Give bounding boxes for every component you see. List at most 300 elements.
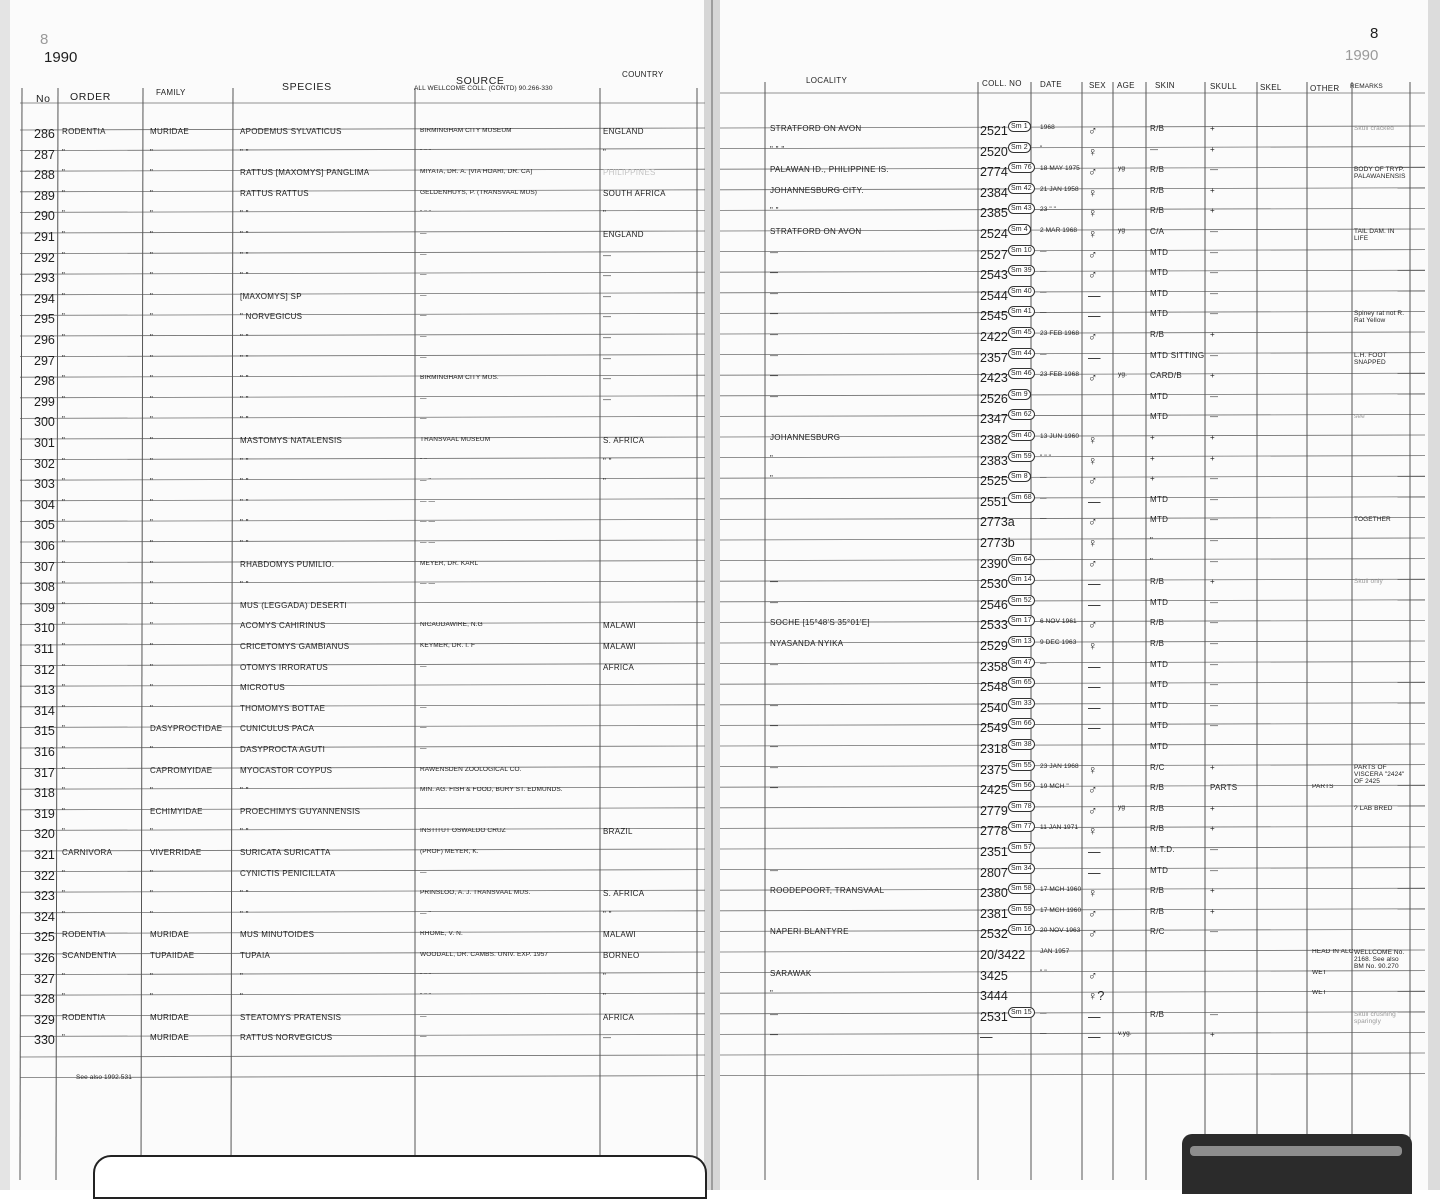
cell-locality: — bbox=[770, 288, 779, 298]
cell-sm-number: Sm 41 bbox=[1008, 306, 1035, 317]
cell-country: ENGLAND bbox=[603, 230, 644, 239]
cell-no: 303 bbox=[34, 477, 55, 492]
cell-country: S. AFRICA bbox=[603, 889, 645, 899]
cell-sm-number: Sm 68 bbox=[1008, 492, 1035, 503]
cell-family: " bbox=[150, 250, 154, 260]
cell-date: 23 " " bbox=[1040, 206, 1057, 214]
cell-sex: — bbox=[1088, 309, 1101, 324]
cell-species: MICROTUS bbox=[240, 684, 286, 693]
cell-sex: ♀ bbox=[1088, 144, 1098, 159]
cell-source: — bbox=[420, 1013, 427, 1020]
cell-order: " bbox=[62, 1033, 66, 1043]
cell-family: " bbox=[150, 209, 154, 219]
cell-date: " bbox=[1040, 144, 1043, 152]
cell-locality: NAPERI BLANTYRE bbox=[770, 927, 849, 937]
cell-no: 315 bbox=[34, 724, 55, 739]
cell-locality: — bbox=[770, 1009, 779, 1019]
cell-date: — bbox=[1040, 309, 1047, 317]
cell-coll: 2530 bbox=[980, 577, 1008, 592]
cell-source: — bbox=[420, 292, 427, 299]
cell-age: v.yg. bbox=[1118, 1030, 1132, 1038]
cell-source: NICAUDAWIRE, N.G bbox=[420, 622, 483, 629]
cell-skull: — bbox=[1210, 227, 1219, 236]
cell-locality: NYASANDA NYIKA bbox=[770, 639, 844, 648]
cell-skull: + bbox=[1210, 433, 1215, 442]
cell-species: " bbox=[240, 972, 244, 981]
cell-order: " bbox=[62, 168, 66, 178]
cell-source: — bbox=[420, 704, 427, 711]
cell-sex: ♂ bbox=[1088, 268, 1098, 283]
cell-species: THOMOMYS BOTTAE bbox=[240, 704, 326, 713]
cell-locality: — bbox=[770, 309, 779, 319]
header-order: ORDER bbox=[70, 91, 111, 103]
cell-country: MALAWI bbox=[603, 930, 637, 940]
cell-date: 11 JAN 1971 bbox=[1040, 824, 1079, 832]
cell-locality: — bbox=[770, 865, 779, 875]
header-source: SOURCE bbox=[456, 75, 505, 87]
cell-coll: 2544 bbox=[980, 288, 1008, 303]
cell-coll: — bbox=[980, 1030, 993, 1045]
cell-sex: — bbox=[1088, 597, 1101, 612]
cell-species: " " bbox=[240, 828, 249, 837]
cell-coll: 2533 bbox=[980, 618, 1008, 633]
cell-coll: 2380 bbox=[980, 886, 1008, 901]
cell-family: " bbox=[150, 703, 154, 713]
cell-family: " bbox=[150, 374, 154, 384]
cell-locality: — bbox=[770, 268, 779, 278]
cell-locality: — bbox=[770, 577, 779, 587]
cell-source: MIYATA, DR. A. [VIA HOARI, DR. CA] bbox=[420, 169, 533, 176]
cell-sex: ♀ bbox=[1088, 453, 1098, 468]
cell-locality: — bbox=[770, 783, 779, 793]
cell-locality: — bbox=[770, 391, 779, 401]
cell-country: SOUTH AFRICA bbox=[603, 188, 666, 198]
cell-locality: — bbox=[770, 350, 779, 360]
cell-locality: — bbox=[770, 700, 779, 710]
cell-locality: " bbox=[770, 989, 774, 999]
cell-order: " bbox=[62, 580, 66, 590]
cell-skin: R/B bbox=[1150, 578, 1165, 587]
cell-remarks: BODY OF TRYP. PALAWANENSIS bbox=[1354, 166, 1406, 181]
cell-order: " bbox=[62, 497, 66, 507]
cell-sex: ♀? bbox=[1088, 989, 1105, 1004]
cell-skull: — bbox=[1210, 412, 1219, 422]
cell-no: 330 bbox=[34, 1033, 55, 1048]
cell-species: " " bbox=[240, 540, 249, 548]
cell-skull: + bbox=[1210, 144, 1215, 154]
cell-species: " " bbox=[240, 148, 249, 157]
cell-sex: ♂ bbox=[1088, 330, 1098, 344]
cell-locality: STRATFORD ON AVON bbox=[770, 227, 862, 236]
cell-skull: — bbox=[1210, 845, 1219, 854]
cell-skull: PARTS bbox=[1210, 783, 1238, 793]
cell-species: CRICETOMYS GAMBIANUS bbox=[240, 643, 350, 651]
header-family: FAMILY bbox=[156, 88, 186, 97]
cell-coll: 2548 bbox=[980, 680, 1008, 695]
cell-sex: — bbox=[1088, 865, 1101, 880]
cell-country: ENGLAND bbox=[603, 127, 644, 136]
cell-order: RODENTIA bbox=[62, 127, 106, 136]
cell-date: — bbox=[1040, 474, 1047, 482]
cell-sex: — bbox=[1088, 494, 1101, 509]
cell-coll: 3425 bbox=[980, 968, 1008, 983]
cell-sex: ♂ bbox=[1088, 515, 1098, 530]
cell-skin: + bbox=[1150, 454, 1155, 463]
cell-family: " bbox=[150, 559, 154, 569]
cell-sm-number: Sm 44 bbox=[1008, 348, 1035, 359]
cell-order: " bbox=[62, 147, 66, 157]
cell-sex: — bbox=[1088, 845, 1101, 859]
cell-species: " " bbox=[240, 498, 249, 507]
cell-remarks: PARTS OF VISCERA "2424" OF 2425 bbox=[1354, 763, 1405, 785]
cell-no: 311 bbox=[34, 642, 54, 656]
cell-sm-number: Sm 46 bbox=[1008, 368, 1035, 379]
cell-coll: 2520 bbox=[980, 144, 1008, 159]
cell-family: " bbox=[150, 353, 154, 363]
cell-family: " bbox=[150, 518, 154, 528]
cell-country: — bbox=[603, 271, 612, 281]
cell-date: 13 JUN 1960 bbox=[1040, 433, 1080, 440]
cell-sm-number: Sm 56 bbox=[1008, 780, 1035, 791]
cell-skull: — bbox=[1210, 1009, 1219, 1019]
cell-coll: 2773b bbox=[980, 536, 1015, 550]
cell-date: 18 MAY 1975 bbox=[1040, 165, 1080, 173]
cell-skin: MTD bbox=[1150, 269, 1169, 278]
cell-sm-number: Sm 76 bbox=[1008, 162, 1035, 173]
cell-source: RAWENSDEN ZOOLOGICAL CO. bbox=[420, 766, 522, 773]
cell-skin: R/B bbox=[1150, 887, 1165, 896]
cell-sm-number: Sm 8 bbox=[1008, 471, 1031, 482]
cell-date: 17 MCH 1960 bbox=[1040, 906, 1082, 914]
cell-skull: + bbox=[1210, 886, 1215, 896]
cell-sm-number: Sm 55 bbox=[1008, 760, 1035, 771]
cell-order: " bbox=[62, 291, 66, 301]
cell-source: MIN. AG. FISH & FOOD, BURY ST. EDMUNDS. bbox=[420, 787, 563, 794]
cell-species: " " bbox=[240, 910, 249, 919]
cell-skull: + bbox=[1210, 453, 1215, 463]
cell-date: 20 NOV 1963 bbox=[1040, 927, 1081, 935]
header-sex: SEX bbox=[1089, 81, 1106, 90]
cell-species: ACOMYS CAHIRINUS bbox=[240, 622, 326, 631]
cell-date: — bbox=[1040, 1009, 1047, 1017]
cell-coll: 2375 bbox=[980, 762, 1008, 777]
cell-no: 328 bbox=[34, 992, 55, 1007]
cell-order: " bbox=[62, 621, 66, 631]
cell-order: " bbox=[62, 559, 66, 569]
cell-no: 309 bbox=[34, 600, 55, 615]
cell-family: MURIDAE bbox=[150, 127, 189, 136]
cell-species: " " bbox=[240, 354, 249, 363]
cell-source: " " " bbox=[420, 148, 432, 155]
cell-remarks: L.H. FOOT SNAPPED bbox=[1354, 351, 1387, 366]
cell-sm-number: Sm 33 bbox=[1008, 698, 1035, 709]
cell-source: — " bbox=[420, 910, 431, 917]
cell-source: — bbox=[420, 725, 427, 732]
cell-sex: ♀ bbox=[1088, 227, 1098, 241]
cell-coll: 2351 bbox=[980, 845, 1008, 859]
cell-skin: M.T.D. bbox=[1150, 846, 1175, 854]
cell-coll: 2532 bbox=[980, 927, 1008, 942]
cell-source: MEYER, DR. KARL bbox=[420, 560, 479, 567]
cell-sex: ♂ bbox=[1088, 618, 1098, 633]
cell-family: " bbox=[150, 497, 154, 507]
cell-species: " " bbox=[240, 416, 249, 425]
cell-coll: 2358 bbox=[980, 659, 1008, 674]
cell-family: " bbox=[150, 786, 154, 796]
cell-source: — — bbox=[420, 581, 436, 588]
header-skel: SKEL bbox=[1260, 83, 1282, 92]
cell-sex: ♂ bbox=[1088, 906, 1098, 921]
cell-locality: SARAWAK bbox=[770, 968, 812, 978]
cell-order: " bbox=[62, 353, 66, 363]
cell-coll: 2390 bbox=[980, 556, 1008, 571]
cell-skull: + bbox=[1210, 124, 1215, 133]
cell-order: " bbox=[62, 806, 66, 816]
cell-skull: — bbox=[1210, 391, 1219, 401]
cell-order: " bbox=[62, 745, 66, 754]
cell-skull: + bbox=[1210, 185, 1215, 195]
cell-sm-number: Sm 1 bbox=[1008, 121, 1031, 132]
cell-source: — bbox=[420, 663, 427, 670]
cell-date: 23 FEB 1968 bbox=[1040, 371, 1080, 379]
cell-skull: — bbox=[1210, 927, 1219, 937]
cell-family: " bbox=[150, 415, 154, 425]
cell-date: 17 MCH 1960 bbox=[1040, 886, 1082, 894]
cell-source: — — bbox=[420, 498, 436, 505]
cell-family: " bbox=[150, 600, 154, 610]
cell-no: 321 bbox=[34, 848, 55, 862]
cell-sex: ♀ bbox=[1088, 433, 1098, 447]
cell-species: " " bbox=[240, 272, 249, 281]
cell-other: WET bbox=[1312, 990, 1327, 997]
cell-sex: ♂ bbox=[1088, 371, 1098, 386]
cell-order: " bbox=[62, 333, 66, 342]
cell-no: 306 bbox=[34, 539, 55, 553]
cell-skin: R/B bbox=[1150, 207, 1165, 216]
header-date: DATE bbox=[1040, 80, 1062, 89]
cell-no: 326 bbox=[34, 951, 55, 965]
cell-family: " bbox=[150, 539, 154, 548]
cell-skin: MTD bbox=[1150, 413, 1169, 422]
cell-sex: ♂ bbox=[1088, 968, 1098, 983]
cell-date: JAN 1957 bbox=[1040, 948, 1070, 955]
cell-species: MYOCASTOR COYPUS bbox=[240, 766, 333, 775]
cell-family: " bbox=[150, 868, 154, 878]
cell-country: BRAZIL bbox=[603, 827, 633, 837]
cell-no: 302 bbox=[34, 456, 55, 471]
cell-no: 304 bbox=[34, 497, 55, 512]
cell-sm-number: Sm 34 bbox=[1008, 863, 1035, 874]
cell-order: " bbox=[62, 539, 66, 548]
cell-family: DASYPROCTIDAE bbox=[150, 724, 223, 734]
cell-skull: — bbox=[1210, 618, 1219, 628]
cell-sm-number: Sm 15 bbox=[1008, 1007, 1035, 1018]
cell-skull: — bbox=[1210, 597, 1219, 607]
cell-species: CUNICULUS PACA bbox=[240, 725, 315, 734]
cell-family: " bbox=[150, 394, 154, 404]
cell-family: " bbox=[150, 333, 154, 342]
cell-species: DASYPROCTA AGUTI bbox=[240, 746, 326, 754]
cell-sex: ♂ bbox=[1088, 474, 1098, 489]
cell-source: — bbox=[420, 869, 427, 876]
cell-family: " bbox=[150, 971, 154, 981]
cell-family: " bbox=[150, 147, 154, 157]
cell-coll: 2425 bbox=[980, 783, 1008, 798]
footer-note: See also 1992.531 bbox=[76, 1074, 132, 1081]
cell-no: 307 bbox=[34, 559, 55, 574]
cell-coll: 2525 bbox=[980, 474, 1008, 489]
cell-skull: — bbox=[1210, 309, 1219, 319]
cell-skin: MTD bbox=[1150, 743, 1169, 751]
cell-remarks: TAIL DAM. IN LIFE bbox=[1354, 228, 1395, 242]
cell-no: 312 bbox=[34, 662, 55, 677]
cell-date: 23 JAN 1968 bbox=[1040, 762, 1079, 770]
cell-skin: MTD bbox=[1150, 248, 1169, 257]
cell-coll: 2357 bbox=[980, 350, 1008, 365]
cell-date: — bbox=[1040, 350, 1047, 358]
cell-family: " bbox=[150, 291, 154, 301]
cell-date: 6 NOV 1961 bbox=[1040, 618, 1077, 626]
cell-source: — — bbox=[420, 519, 436, 526]
cell-skin: + bbox=[1150, 475, 1155, 484]
cell-other: WET bbox=[1312, 969, 1327, 976]
cell-source: INSTITUT OSWALDO CRUZ bbox=[420, 828, 506, 835]
cell-species: MASTOMYS NATALENSIS bbox=[240, 437, 343, 445]
header-locality: LOCALITY bbox=[806, 76, 848, 85]
cell-source: — bbox=[420, 251, 427, 258]
cell-order: SCANDENTIA bbox=[62, 951, 117, 960]
cell-skull: — bbox=[1210, 268, 1219, 278]
cell-date: — bbox=[1040, 268, 1047, 276]
cell-sm-number: Sm 57 bbox=[1008, 842, 1035, 853]
cell-date: " " bbox=[1040, 968, 1047, 976]
cell-source: BIRMINGHAM CITY MUSEUM bbox=[420, 128, 512, 134]
cell-skin: MTD bbox=[1150, 866, 1169, 875]
cell-locality: — bbox=[770, 659, 779, 669]
cell-date: — bbox=[1040, 1030, 1047, 1038]
cell-sm-number: Sm 64 bbox=[1008, 554, 1035, 565]
cell-skin: R/B bbox=[1150, 619, 1165, 628]
cell-sm-number: Sm 77 bbox=[1008, 821, 1035, 832]
cell-country: — bbox=[603, 333, 612, 342]
cell-date: — bbox=[1040, 659, 1047, 667]
header-skin: SKIN bbox=[1155, 81, 1175, 90]
cell-skin: + bbox=[1150, 434, 1155, 442]
cell-no: 293 bbox=[34, 271, 55, 286]
cell-order: RODENTIA bbox=[62, 930, 106, 940]
cell-source: RHOME, V. N. bbox=[420, 931, 463, 938]
cell-species: MUS MINUTOIDES bbox=[240, 931, 315, 940]
cell-locality: JOHANNESBURG CITY. bbox=[770, 185, 864, 195]
cell-date: 23 FEB 1968 bbox=[1040, 330, 1080, 337]
cell-skull: — bbox=[1210, 288, 1219, 298]
cell-order: " bbox=[62, 683, 66, 693]
cell-sm-number: Sm 38 bbox=[1008, 739, 1035, 750]
cell-sex: ♂ bbox=[1088, 783, 1098, 798]
cell-species: " " bbox=[240, 519, 249, 528]
cell-skull: + bbox=[1210, 577, 1215, 587]
cell-skin: MTD bbox=[1150, 598, 1169, 607]
cell-skull: — bbox=[1210, 515, 1219, 525]
cell-order: " bbox=[62, 703, 66, 713]
cell-skull: + bbox=[1210, 1030, 1215, 1040]
cell-species: " bbox=[240, 993, 244, 1002]
cell-sm-number: Sm 42 bbox=[1008, 183, 1035, 194]
header-age: AGE bbox=[1117, 81, 1135, 90]
cell-sm-number: Sm 17 bbox=[1008, 615, 1035, 626]
cell-country: " bbox=[603, 147, 607, 157]
cell-coll: 2779 bbox=[980, 803, 1008, 818]
cell-skin: R/B bbox=[1150, 125, 1165, 133]
cell-sm-number: Sm 66 bbox=[1008, 718, 1035, 729]
cell-locality: — bbox=[770, 371, 779, 381]
cell-sm-number: Sm 40 bbox=[1008, 430, 1035, 441]
cell-species: RHABDOMYS PUMILIO. bbox=[240, 560, 335, 569]
cell-age: yg bbox=[1118, 227, 1126, 234]
cell-species: " " bbox=[240, 787, 249, 796]
cell-skull: — bbox=[1210, 556, 1219, 566]
cell-locality: — bbox=[770, 1030, 779, 1040]
cell-sm-number: Sm 52 bbox=[1008, 595, 1035, 606]
cell-coll: 2383 bbox=[980, 453, 1008, 468]
cell-age: yg. bbox=[1118, 371, 1127, 379]
cell-locality: STRATFORD ON AVON bbox=[770, 124, 862, 133]
cell-skin: MTD bbox=[1150, 495, 1169, 504]
cell-no: 288 bbox=[34, 168, 55, 183]
cell-source: (PROF) MEYER, K. bbox=[420, 849, 479, 855]
cell-skin: MTD bbox=[1150, 722, 1169, 731]
cell-no: 301 bbox=[34, 436, 55, 450]
cell-no: 300 bbox=[34, 415, 55, 430]
cell-locality: — bbox=[770, 762, 779, 772]
cell-locality: " " " bbox=[770, 144, 785, 154]
cell-family: MURIDAE bbox=[150, 1033, 189, 1043]
cell-sm-number: Sm 14 bbox=[1008, 574, 1035, 585]
cell-source: — bbox=[420, 334, 427, 340]
cell-skin: MTD bbox=[1150, 310, 1169, 319]
cell-source: " " " bbox=[420, 993, 432, 1000]
cell-sex: — bbox=[1088, 1030, 1101, 1045]
cell-country: MALAWI bbox=[603, 642, 637, 651]
cell-source: — bbox=[420, 1034, 427, 1041]
cell-sex: ♂ bbox=[1088, 927, 1098, 942]
cell-remarks: Skull crushing sparingly bbox=[1354, 1010, 1396, 1025]
cell-country: " bbox=[603, 477, 607, 487]
cell-species: RATTUS RATTUS bbox=[240, 189, 309, 198]
cell-skull: — bbox=[1210, 536, 1219, 545]
cell-skin: MTD SITTING bbox=[1150, 351, 1205, 360]
cell-source: — bbox=[420, 313, 427, 320]
cell-order: " bbox=[62, 230, 66, 239]
cell-coll: 2531 bbox=[980, 1009, 1008, 1024]
cell-sex: ♂ bbox=[1088, 124, 1098, 138]
cell-sm-number: Sm 78 bbox=[1008, 801, 1035, 812]
cell-skin: R/B bbox=[1150, 825, 1165, 834]
cell-skin: " bbox=[1150, 537, 1154, 545]
cell-no: 291 bbox=[34, 230, 55, 244]
cell-sex: ♀ bbox=[1088, 762, 1098, 777]
cell-skull: — bbox=[1210, 659, 1219, 669]
cell-remarks: ? LAB BRED bbox=[1354, 804, 1393, 812]
cell-sex: — bbox=[1088, 350, 1101, 365]
cell-sm-number: Sm 62 bbox=[1008, 409, 1035, 420]
cell-species: " " bbox=[240, 231, 249, 239]
cell-date: 19 MCH " bbox=[1040, 783, 1069, 791]
cell-country: " bbox=[603, 971, 607, 981]
cell-skull: + bbox=[1210, 330, 1215, 339]
cell-family: " bbox=[150, 312, 154, 322]
cell-country: " " bbox=[603, 456, 612, 466]
